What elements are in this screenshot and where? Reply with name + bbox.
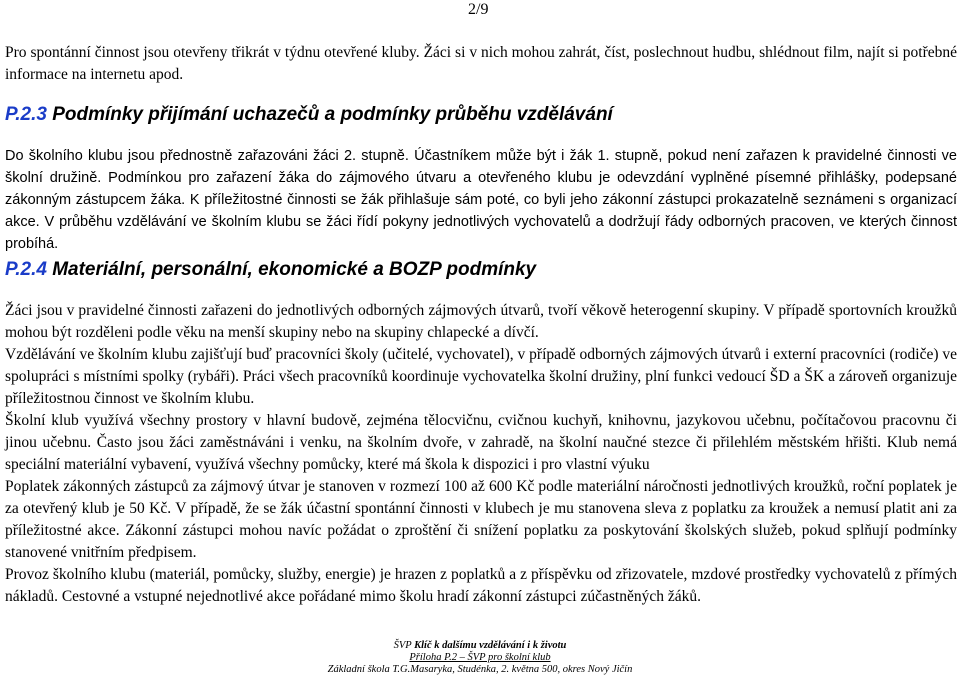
section-title: Materiální, personální, ekonomické a BOZP podmínky [46,259,537,280]
paragraph: Žáci jsou v pravidelné činnosti zařazeni do jednotlivých odborných zájmových útvarů, tvoří věkově heterogenní skupiny. V případě sportovních kroužků mohou být rozděleni podle věku na menší skupiny nebo na skupiny chlapecké a dívčí. [5,302,957,341]
page-number: 2/9 [468,1,489,18]
section-number: P.2.4 [5,259,47,280]
intro-paragraph: Pro spontánní činnost jsou otevřeny třikrát v týdnu otevřené kluby. Žáci si v nich mohou zahrát, číst, poslechnout hudbu, shlédnout film, najít si potřebné informace na internetu apod. [5,44,957,83]
page-footer [0,640,960,676]
paragraph: Vzdělávání ve školním klubu zajišťují buď pracovníci školy (učitelé, vychovatel), v případě odborných zájmových útvarů i externí pracovníci (rodiče) ve spolupráci s místními spolky (rybáři). Práci všech pracovníků koordinuje vychovatelka školní družiny, plní funkci vedoucí ŠD a ŠK a zároveň organizuje příležitostnou činnost ve školním klubu. [5,346,957,407]
section-p24-body [5,300,957,608]
section-number: P.2.3 [5,104,47,125]
paragraph: Poplatek zákonných zástupců za zájmový útvar je stanoven v rozmezí 100 až 600 Kč podle materiální náročnosti jednotlivých kroužků, roční poplatek je za otevřený klub je 50 Kč. V případě, že se žák účastní spontánní činnosti v klubech je mu stanovena sleva z poplatku za kroužek a nemusí platit ani za příležitostné akce. Zákonní zástupci mohou navíc požádat o zproštění či snížení poplatku za poskytování školských služeb, pokud splňují podmínky stanovené vnitřním předpisem. [5,478,957,561]
footer-motto: Klíč k dalšímu vzdělávání i k životu [414,640,567,651]
paragraph: Provoz školního klubu (materiál, pomůcky, služby, energie) je hrazen z poplatků a z příspěvku od zřizovatele, mzdové prostředky vychovatelů z přímých nákladů. Cestovné a vstupné nejednotlivé akce pořádané mimo školu hradí zákonní zástupci zúčastněných žáků. [5,566,957,605]
section-title: Podmínky přijímání uchazečů a podmínky průběhu vzdělávání [46,104,613,125]
footer-line-2: Příloha P.2 – ŠVP pro školní klub [409,652,551,663]
footer-prefix: ŠVP [393,640,415,651]
footer-line-3: Základní škola T.G.Masaryka, Studénka, 2. května 500, okres Nový Jičín [327,664,633,675]
footer-line-1 [0,640,960,652]
paragraph: Školní klub využívá všechny prostory v hlavní budově, zejména tělocvičnu, cvičnou kuchyň, knihovnu, jazykovou učebnu, počítačovou pracovnu či jinou učebnu. Často jsou žáci zaměstnáváni i venku, na školním dvoře, v zahradě, na školní naučné stezce či přilehlém městském hřišti. Klub nemá speciální materiální vybavení, využívá všechny pomůcky, které má škola k dispozici i pro vlastní výuku [5,412,957,473]
section-p23-text: Do školního klubu jsou přednostně zařazováni žáci 2. stupně. Účastníkem může být i žák 1. stupně, pokud není zařazen k pravidelné činnosti ve školní družině. Podmínkou pro zařazení žáka do zájmového útvaru a otevřeného klubu je odevzdání vyplněné písemné přihlášky, podepsané zákonným zástupcem žáka. K příležitostné činnosti se žák přihlašuje sám poté, co byli jeho zákonní zástupci prokazatelně seznámeni s organizací akce. V průběhu vzdělávání ve školním klubu se žáci řídí pokyny jednotlivých vychovatelů a dodržují řády odborných pracoven, ve kterých činnost probíhá. [5,148,957,252]
section-heading-p24 [5,259,536,281]
section-heading-p23 [5,104,613,126]
